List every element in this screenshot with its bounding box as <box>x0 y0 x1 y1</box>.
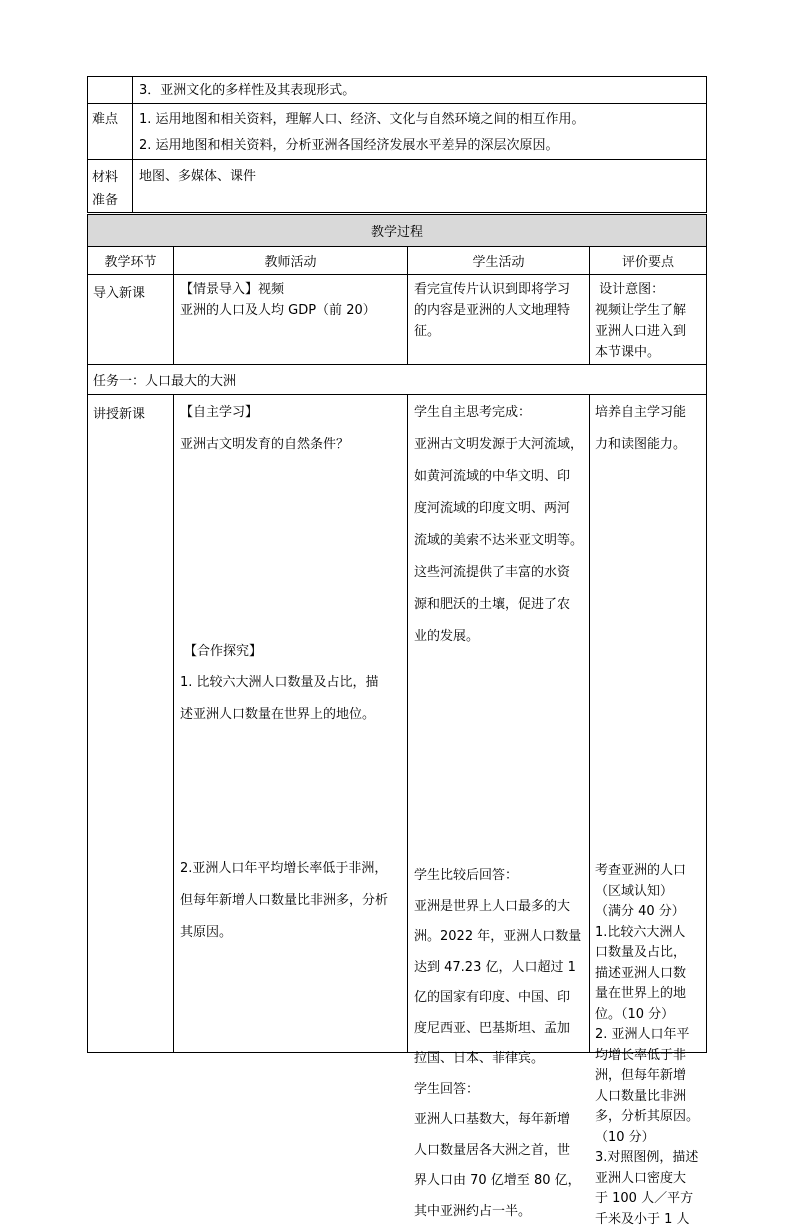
student-self-line: 亚洲古文明发源于大河流域， <box>414 429 583 461</box>
intro-eval-line: 视频让学生了解 <box>595 300 702 321</box>
coop-q1-line: 1. 比较六大洲人口数量及占比，描 <box>180 667 379 699</box>
difficulty-item-2: 2. 运用地图和相关资料，分析亚洲各国经济发展水平差异的深层次原因。 <box>139 133 700 159</box>
student-self-line: 这些河流提供了丰富的水资 <box>414 557 583 589</box>
materials-content: 地图、多媒体、课件 <box>133 160 707 213</box>
coop-q1-line: 述亚洲人口数量在世界上的地位。 <box>180 699 379 731</box>
intro-student-line: 看完宣传片认识到即将学习 <box>414 279 583 300</box>
student-self-answer <box>414 397 583 653</box>
student-self-line: 学生自主思考完成： <box>414 397 583 429</box>
student-self-line: 业的发展。 <box>414 621 583 653</box>
empty-label-cell <box>88 77 133 104</box>
student-coop-line: 人口数量居各大洲之首，世 <box>414 1136 581 1167</box>
eval-coop-line: 口数量及占比， <box>595 943 699 964</box>
student-coop-line: 拉国、日本、菲律宾。 <box>414 1044 581 1075</box>
lecture-evaluation <box>590 395 707 1053</box>
student-self-line: 度河流域的印度文明、两河 <box>414 493 583 525</box>
intro-eval-line: 设计意图： <box>595 279 702 300</box>
student-self-line: 源和肥沃的土壤，促进了农 <box>414 589 583 621</box>
student-coop-line: 学生比较后回答： <box>414 861 581 892</box>
lecture-stage: 讲授新课 <box>88 395 174 1053</box>
header-stage: 教学环节 <box>88 247 174 275</box>
intro-stage: 导入新课 <box>88 275 174 365</box>
task-1-title: 任务一：人口最大的大洲 <box>88 365 707 395</box>
eval-coop-line: 1.比较六大洲人 <box>595 923 699 944</box>
eval-coop-line: 3.对照图例，描述 <box>595 1148 699 1169</box>
intro-teacher-line: 亚洲的人口及人均 GDP（前 20） <box>180 300 401 321</box>
student-self-line: 流域的美索不达米亚文明等。 <box>414 525 583 557</box>
coop-question-1 <box>180 667 379 731</box>
eval-coop-line: 量在世界上的地 <box>595 984 699 1005</box>
eval-self-study <box>595 397 686 461</box>
eval-coop-line: 描述亚洲人口数 <box>595 964 699 985</box>
eval-coop-line: 考查亚洲的人口 <box>595 861 699 882</box>
student-coop-line: 亿的国家有印度、中国、印 <box>414 983 581 1014</box>
materials-label-line-1: 材料 <box>92 166 128 189</box>
difficulty-item-1: 1. 运用地图和相关资料，理解人口、经济、文化与自然环境之间的相互作用。 <box>139 107 700 133</box>
student-coop-line: 洲。2022 年，亚洲人口数量 <box>414 922 581 953</box>
intro-teacher <box>174 275 408 365</box>
eval-coop-line: 亚洲人口密度大 <box>595 1169 699 1190</box>
student-coop-line: 界人口由 70 亿增至 80 亿， <box>414 1166 581 1197</box>
self-study-question: 亚洲古文明发育的自然条件？ <box>180 435 401 455</box>
student-coop-line: 学生回答： <box>414 1075 581 1106</box>
intro-evaluation <box>590 275 707 365</box>
objectives-table <box>87 76 707 213</box>
eval-coop-line: （满分 40 分） <box>595 902 699 923</box>
eval-coop-line: 2. 亚洲人口年平 <box>595 1025 699 1046</box>
student-coop-line: 度尼西亚、巴基斯坦、孟加 <box>414 1014 581 1045</box>
intro-student-line: 征。 <box>414 321 583 342</box>
student-coop-answer <box>414 861 581 1227</box>
self-study-title: 【自主学习】 <box>180 403 401 423</box>
teaching-process-table <box>87 214 707 1053</box>
coop-title: 【合作探究】 <box>184 642 262 662</box>
materials-label <box>88 160 133 213</box>
coop-q2-line: 2.亚洲人口年平均增长率低于非洲， <box>180 853 388 885</box>
student-self-line: 如黄河流域的中华文明、印 <box>414 461 583 493</box>
header-student: 学生活动 <box>408 247 590 275</box>
eval-coop-line: 于 100 人／平方 <box>595 1189 699 1210</box>
difficulty-label: 难点 <box>88 104 133 160</box>
coop-question-2 <box>180 853 388 949</box>
header-evaluation: 评价要点 <box>590 247 707 275</box>
objective-item-3: 3．亚洲文化的多样性及其表现形式。 <box>133 77 707 104</box>
eval-coop-line: 人口数量比非洲 <box>595 1087 699 1108</box>
lecture-teacher <box>174 395 408 1053</box>
coop-q2-line: 其原因。 <box>180 917 388 949</box>
lecture-student <box>408 395 590 1053</box>
eval-coop-line: （区域认知） <box>595 882 699 903</box>
student-coop-line: 亚洲人口基数大，每年新增 <box>414 1105 581 1136</box>
eval-coop <box>595 861 699 1230</box>
process-title: 教学过程 <box>88 215 707 247</box>
intro-eval-line: 本节课中。 <box>595 342 702 363</box>
eval-coop-line: 千米及小于 1 人 <box>595 1210 699 1230</box>
header-teacher: 教师活动 <box>174 247 408 275</box>
materials-label-line-2: 准备 <box>92 189 128 212</box>
coop-q2-line: 但每年新增人口数量比非洲多，分析 <box>180 885 388 917</box>
student-coop-line: 其中亚洲约占一半。 <box>414 1197 581 1228</box>
eval-coop-line: 多，分析其原因。 <box>595 1107 699 1128</box>
intro-eval-line: 亚洲人口进入到 <box>595 321 702 342</box>
intro-student <box>408 275 590 365</box>
eval-coop-line: 位。（10 分） <box>595 1005 699 1026</box>
student-coop-line: 亚洲是世界上人口最多的大 <box>414 892 581 923</box>
student-coop-line: 达到 47.23 亿，人口超过 1 <box>414 953 581 984</box>
eval-self-line: 培养自主学习能 <box>595 397 686 429</box>
difficulty-content <box>133 104 707 160</box>
eval-coop-line: 洲，但每年新增 <box>595 1066 699 1087</box>
intro-teacher-line: 【情景导入】视频 <box>180 279 401 300</box>
intro-student-line: 的内容是亚洲的人文地理特 <box>414 300 583 321</box>
eval-self-line: 力和读图能力。 <box>595 429 686 461</box>
eval-coop-line: （10 分） <box>595 1128 699 1149</box>
eval-coop-line: 均增长率低于非 <box>595 1046 699 1067</box>
